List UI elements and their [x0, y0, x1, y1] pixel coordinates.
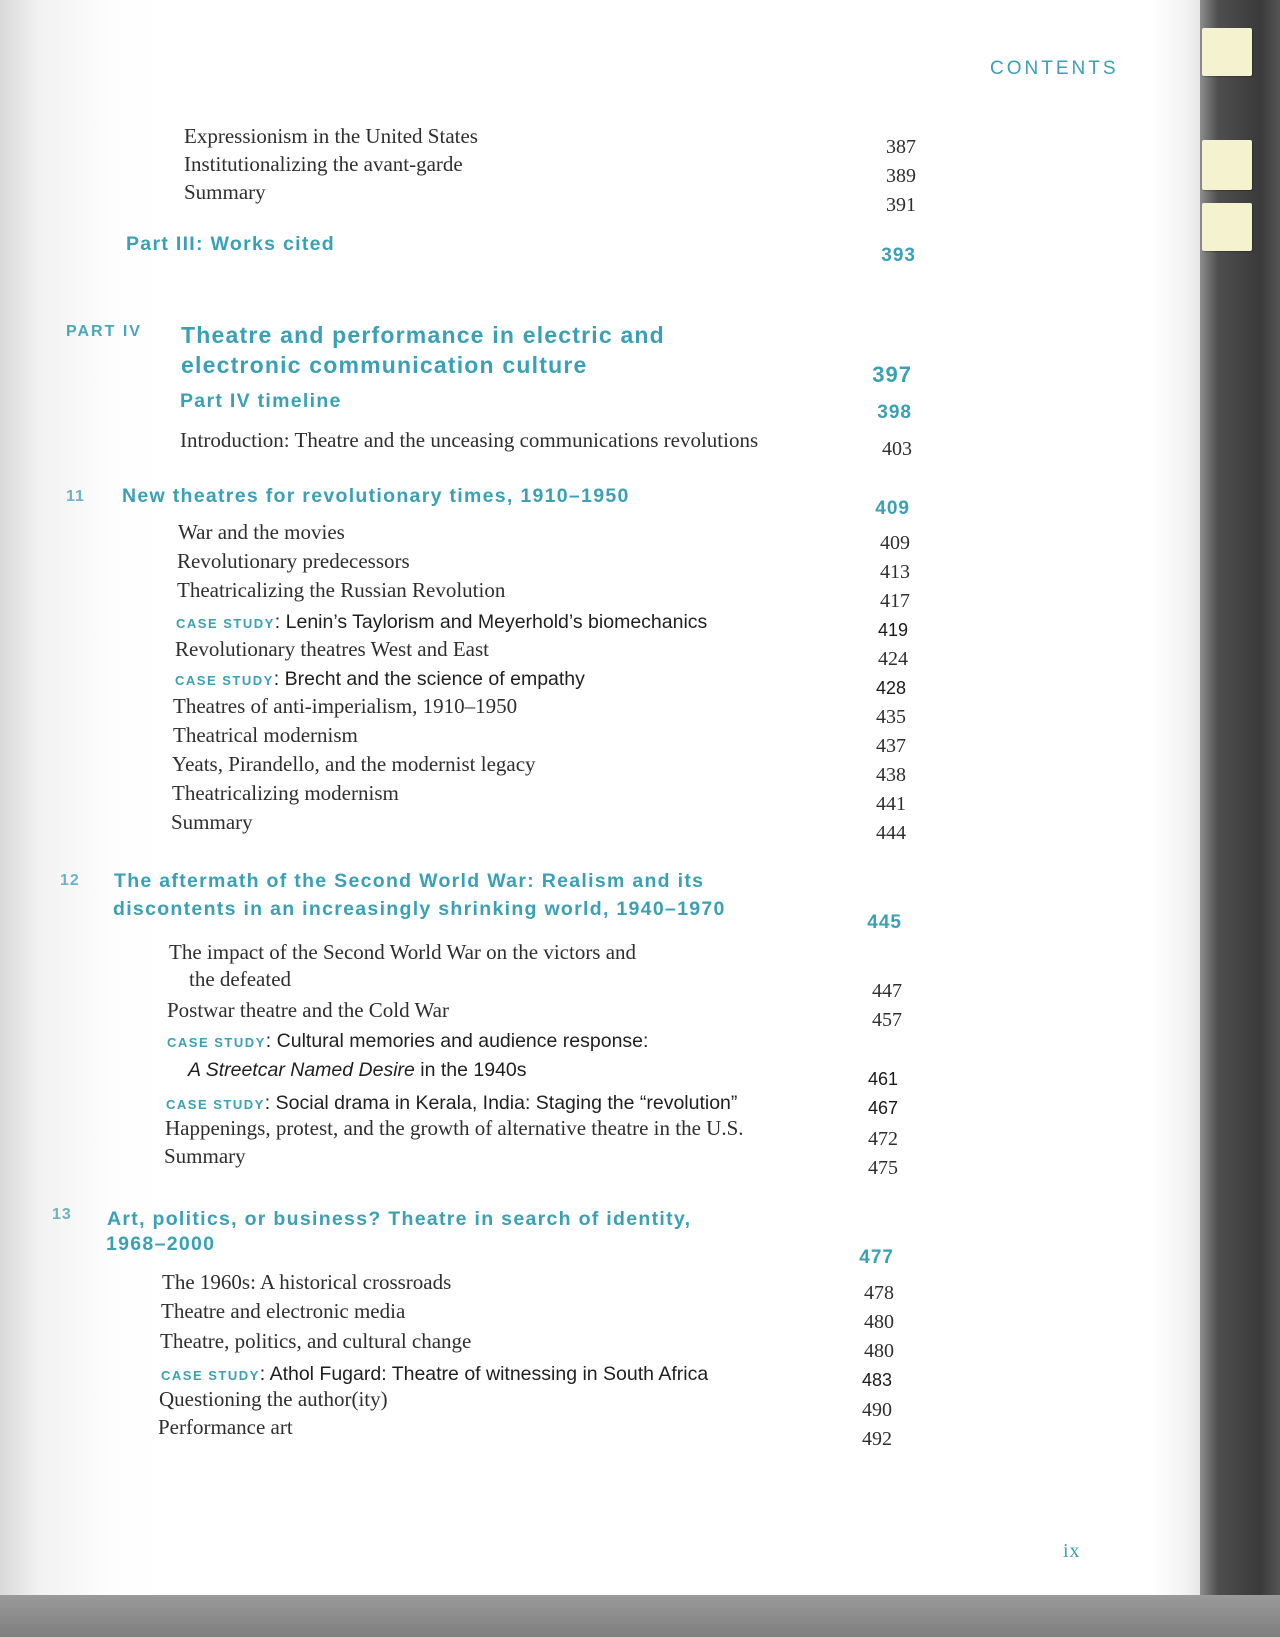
toc-entry[interactable]: Theatricalizing modernism — [172, 781, 399, 805]
toc-entry[interactable]: War and the movies — [178, 520, 345, 544]
case-study-label: CASE STUDY — [167, 1035, 266, 1050]
toc-entry[interactable]: Theatre, politics, and cultural change — [160, 1329, 472, 1353]
part-timeline-heading[interactable]: Part IV timeline — [180, 390, 342, 412]
page-number: 475 — [868, 1157, 898, 1179]
page-number: 389 — [886, 165, 916, 187]
page-number: 483 — [861, 1370, 892, 1390]
page-number: 480 — [864, 1311, 894, 1333]
page-number: 480 — [864, 1340, 894, 1362]
chapter-title[interactable]: The aftermath of the Second World War: Realism and its — [114, 870, 705, 892]
case-study-entry-line2[interactable] — [188, 1059, 527, 1082]
part-number: PART IV — [66, 323, 142, 340]
page-number: 492 — [862, 1428, 892, 1450]
page-folio: ix — [1063, 1540, 1081, 1562]
page-number: 490 — [862, 1399, 892, 1421]
page-number: 428 — [875, 678, 906, 698]
case-study-entry[interactable] — [175, 668, 585, 691]
page-number: 398 — [877, 402, 912, 423]
toc-entry[interactable]: Yeats, Pirandello, and the modernist legacy — [172, 752, 536, 776]
toc-entry[interactable]: Questioning the author(ity) — [159, 1387, 388, 1411]
chapter-title-line2[interactable]: discontents in an increasingly shrinking world, 1940–1970 — [113, 898, 726, 920]
toc-entry[interactable]: Summary — [164, 1144, 246, 1168]
sticky-tab — [1202, 140, 1252, 190]
page-number: 413 — [880, 561, 910, 583]
case-study-title: Athol Fugard: Theatre of witnessing in South Africa — [269, 1363, 709, 1385]
case-study-label: CASE STUDY — [161, 1368, 260, 1383]
case-study-title-rest: in the 1940s — [414, 1059, 527, 1081]
toc-entry[interactable]: Happenings, protest, and the growth of alternative theatre in the U.S. — [165, 1116, 744, 1140]
page-number: 387 — [886, 136, 916, 158]
case-study-colon: : — [264, 1092, 276, 1114]
page-number: 461 — [867, 1069, 898, 1089]
case-study-entry[interactable] — [166, 1092, 737, 1115]
toc-entry[interactable]: Revolutionary theatres West and East — [175, 637, 490, 661]
page-number: 437 — [876, 735, 906, 757]
page-number: 441 — [876, 793, 906, 815]
toc-entry[interactable]: Expressionism in the United States — [184, 124, 478, 148]
toc-entry[interactable]: Theatres of anti-imperialism, 1910–1950 — [173, 694, 518, 718]
case-study-title: Cultural memories and audience response: — [276, 1030, 649, 1052]
case-study-title: Brecht and the science of empathy — [284, 668, 585, 690]
toc-entry[interactable]: Summary — [184, 180, 266, 204]
page-number: 397 — [872, 362, 912, 387]
case-study-title: Social drama in Kerala, India: Staging the “revolution” — [275, 1092, 738, 1114]
toc-entry[interactable]: Institutionalizing the avant-garde — [184, 152, 463, 176]
case-study-entry[interactable] — [176, 611, 707, 634]
toc-entry[interactable]: Theatricalizing the Russian Revolution — [177, 578, 506, 602]
case-study-label: CASE STUDY — [175, 673, 274, 688]
sticky-tab — [1202, 28, 1252, 76]
page-number: 444 — [876, 822, 906, 844]
toc-entry[interactable]: Theatrical modernism — [173, 723, 358, 747]
toc-entry[interactable]: Postwar theatre and the Cold War — [167, 998, 449, 1022]
case-study-colon: : — [273, 668, 285, 690]
case-study-entry[interactable] — [161, 1363, 708, 1386]
part-title[interactable]: Theatre and performance in electric and — [181, 322, 665, 348]
sticky-tab — [1202, 203, 1252, 251]
toc-entry[interactable]: The 1960s: A historical crossroads — [162, 1270, 452, 1294]
case-study-colon: : — [265, 1030, 277, 1052]
case-study-entry[interactable] — [167, 1030, 648, 1053]
page-number: 457 — [872, 1009, 902, 1031]
case-study-title: Lenin’s Taylorism and Meyerhold’s biomechanics — [285, 611, 708, 633]
page-number: 393 — [881, 245, 916, 266]
page-number: 409 — [875, 498, 910, 519]
scanner-edge — [0, 1595, 1280, 1637]
page-number: 424 — [878, 648, 908, 670]
toc-entry[interactable]: Performance art — [158, 1415, 293, 1439]
chapter-title-line2[interactable]: 1968–2000 — [106, 1233, 216, 1255]
toc-entry[interactable]: The impact of the Second World War on the victors and — [169, 940, 637, 964]
page-number: 417 — [880, 590, 910, 612]
toc-entry-line2[interactable]: the defeated — [189, 967, 292, 991]
toc-entry[interactable]: Theatre and electronic media — [161, 1299, 406, 1323]
chapter-number: 11 — [66, 488, 85, 505]
case-study-label: CASE STUDY — [166, 1097, 265, 1112]
works-cited-heading[interactable]: Part III: Works cited — [126, 233, 335, 255]
case-study-colon: : — [274, 611, 286, 633]
page-number: 477 — [859, 1247, 894, 1268]
page-number: 445 — [867, 912, 902, 933]
toc-entry[interactable]: Introduction: Theatre and the unceasing communications revolutions — [180, 428, 759, 452]
page-number: 447 — [872, 980, 902, 1002]
play-title: A Streetcar Named Desire — [188, 1059, 415, 1081]
page-number: 435 — [876, 706, 906, 728]
case-study-colon: : — [259, 1363, 270, 1385]
case-study-label: CASE STUDY — [176, 616, 275, 631]
chapter-number: 13 — [52, 1206, 72, 1223]
chapter-title[interactable]: Art, politics, or business? Theatre in search of identity, — [107, 1208, 692, 1230]
toc-entry[interactable]: Summary — [171, 810, 253, 834]
toc-entry[interactable]: Revolutionary predecessors — [177, 549, 410, 573]
part-title-line2[interactable]: electronic communication culture — [181, 352, 588, 378]
page-number: 403 — [882, 438, 912, 460]
chapter-number: 12 — [60, 872, 80, 889]
page-number: 391 — [886, 194, 916, 216]
page-number: 409 — [880, 532, 910, 554]
page-number: 478 — [864, 1282, 894, 1304]
page-number: 467 — [867, 1098, 898, 1118]
page-number: 438 — [876, 764, 906, 786]
chapter-title[interactable]: New theatres for revolutionary times, 1910–1950 — [122, 485, 630, 507]
page-number: 472 — [868, 1128, 898, 1150]
running-head: CONTENTS — [990, 58, 1119, 79]
page-number: 419 — [877, 620, 908, 640]
